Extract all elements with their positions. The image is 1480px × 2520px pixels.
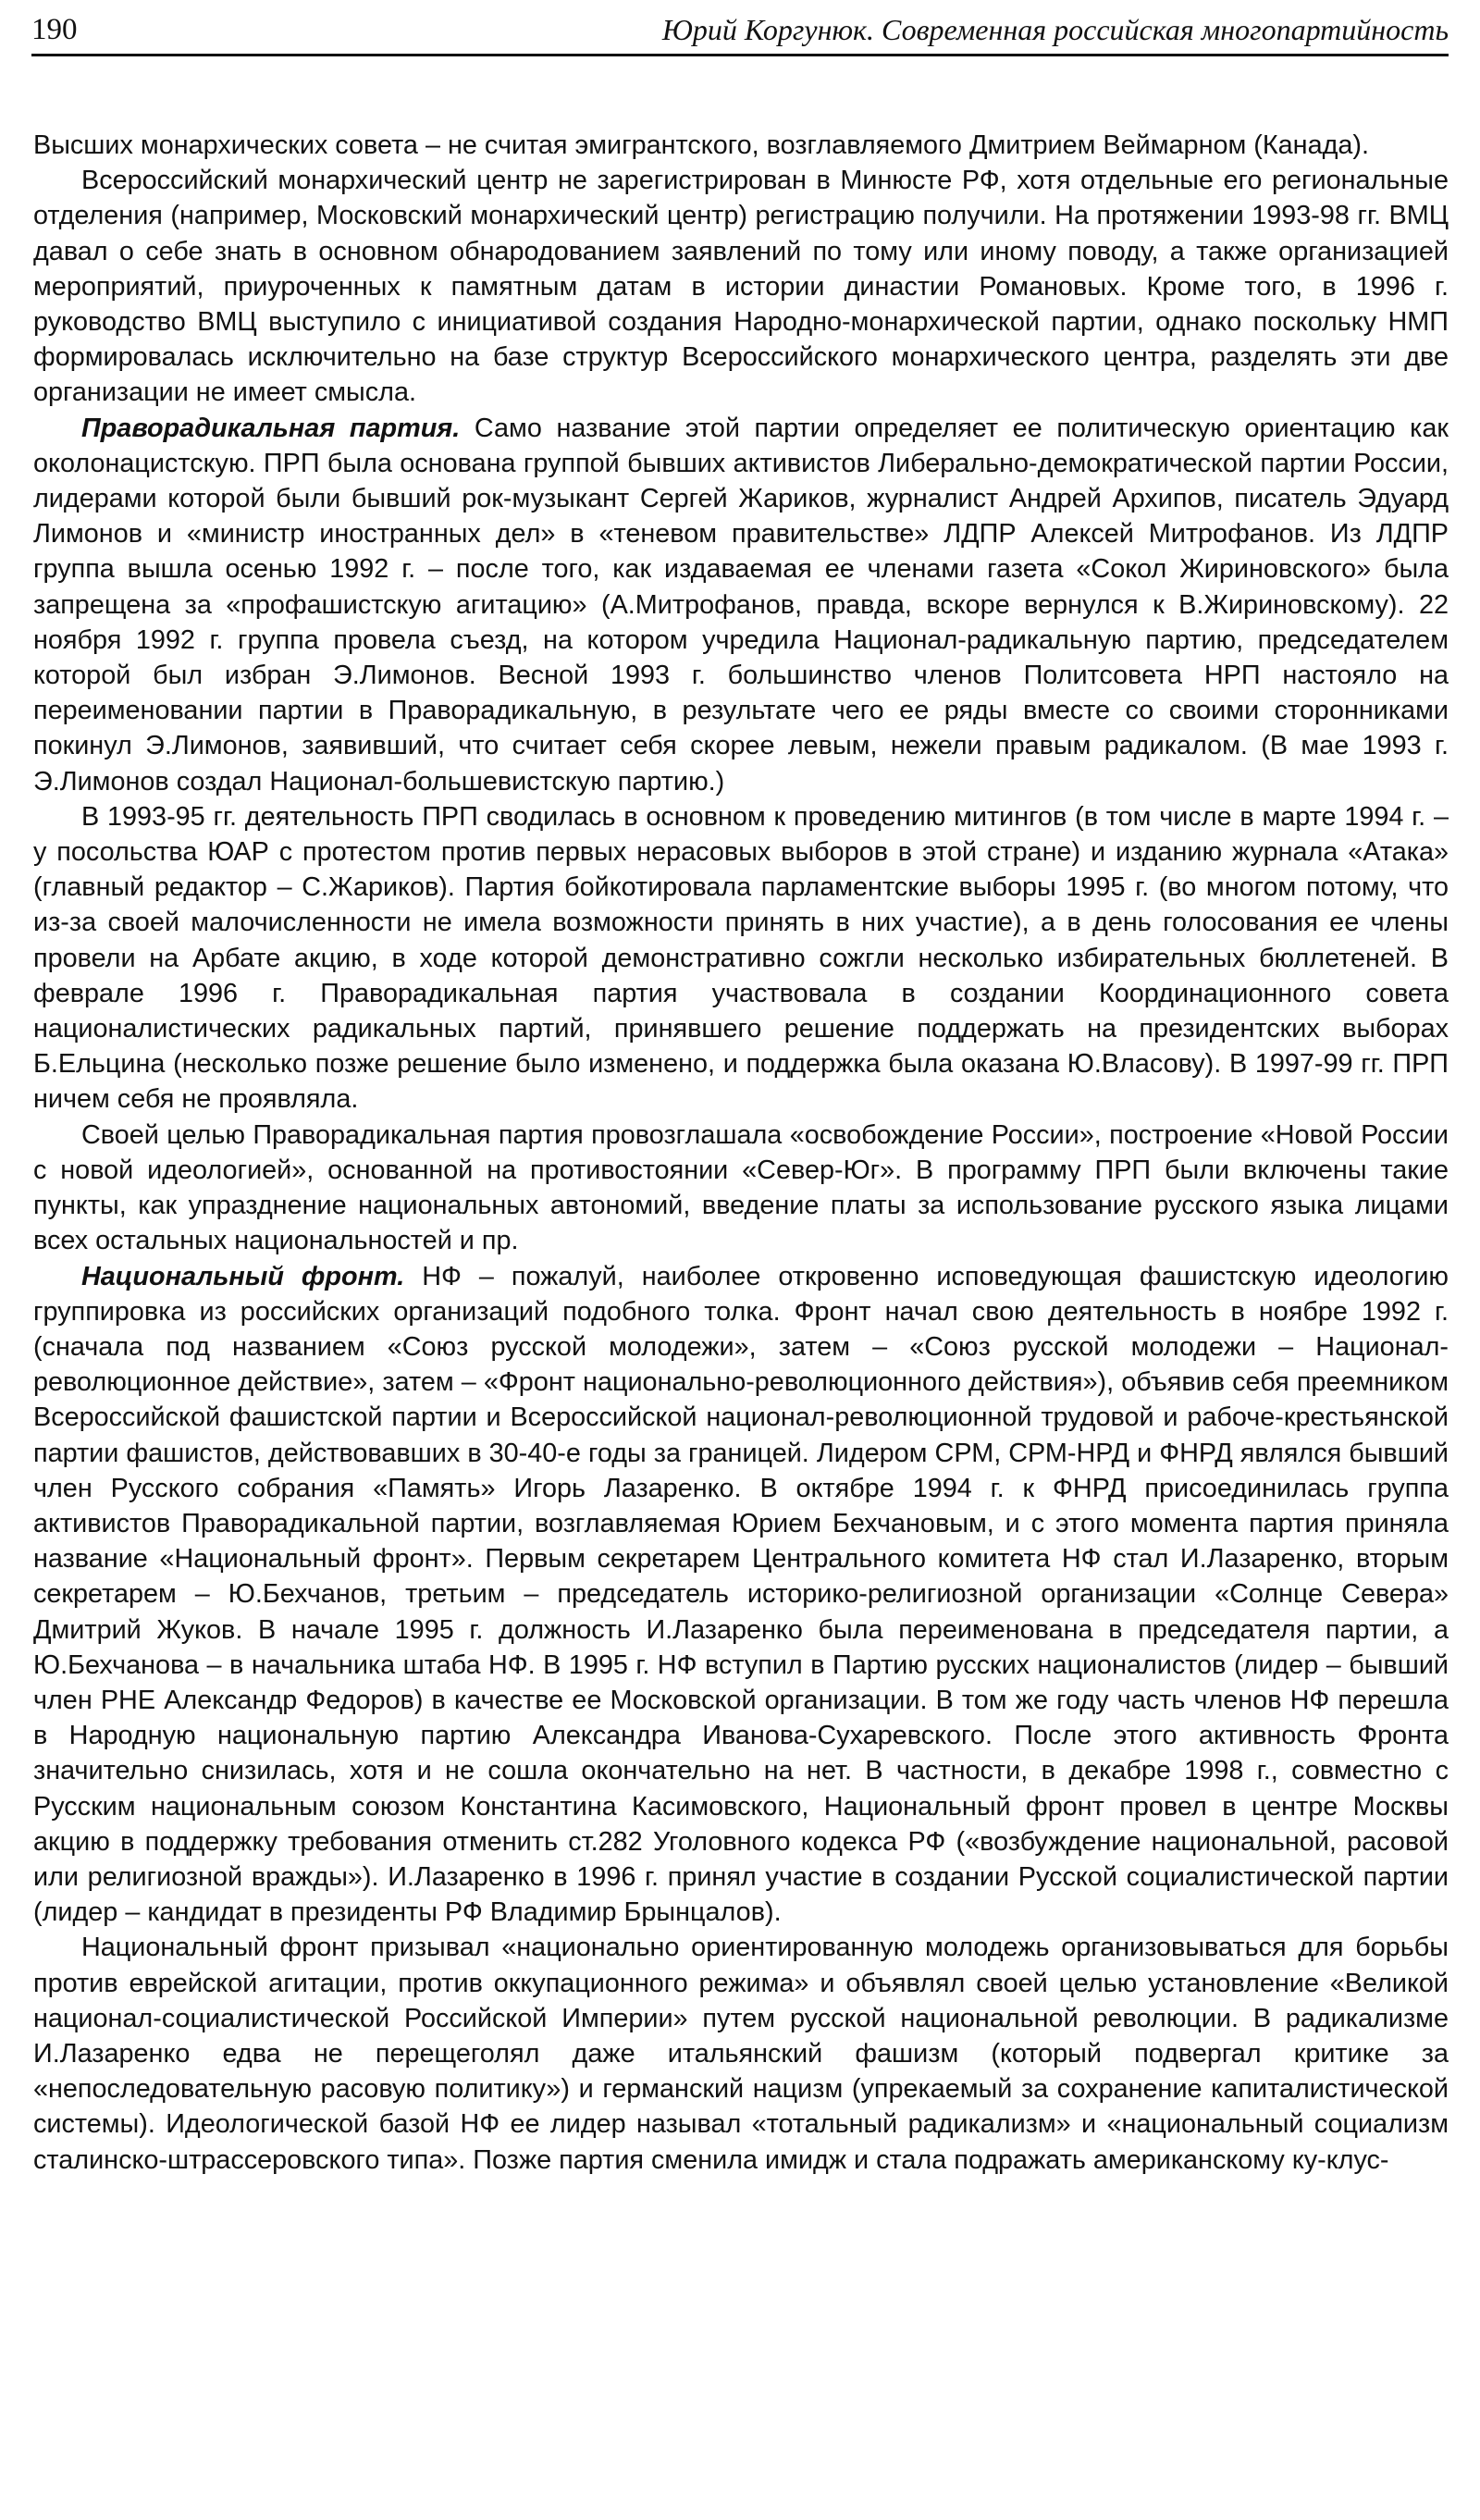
section-heading-national-front: Национальный фронт. bbox=[81, 1261, 405, 1291]
paragraph bbox=[33, 1118, 1449, 1259]
paragraph bbox=[33, 128, 1449, 163]
paragraph bbox=[33, 799, 1449, 1118]
paragraph-text: Национальный фронт призывал «национально ориентированную молодежь организовываться для борьбы против еврейской агитации, против оккупационного режима» и объявлял своей целью установление «Великой национал-социалистической Российской Империи» путем русской национальной революции. В радикализме И.Лазаренко едва не перещеголял даже итальянский фашизм (который подвергал критике за «непоследовательную расовую политику») и германский нацизм (упрекаемый за сохранение капиталистической системы). Идеологической базой НФ ее лидер называл «тотальный радикализм» и «национальный социализм сталинско-штрассеровского типа». Позже партия сменила имидж и стала подражать американскому ку-клус- bbox=[33, 1933, 1449, 2175]
paragraph-text: Высших монархических совета – не считая эмигрантского, возглавляемого Дмитрием Веймарном (Канада). bbox=[33, 130, 1369, 160]
paragraph-text: Само название этой партии определяет ее политическую ориентацию как околонацистскую. ПРП была основана группой бывших активистов Либерально-демократической партии России, лидерами которой были бывший рок-музыкант Сергей Жариков, журналист Андрей Архипов, писатель Эдуард Лимонов и «министр иностранных дел» в «теневом правительстве» ЛДПР Алексей Митрофанов. Из ЛДПР группа вышла осенью 1992 г. – после того, как издаваемая ее членами газета «Сокол Жириновского» была запрещена за «профашистскую агитацию» (А.Митрофанов, правда, вскоре вернулся к В.Жириновскому). 22 ноября 1992 г. группа провела съезд, на котором учредила Национал-радикальную партию, председателем которой был избран Э.Лимонов. Весной 1993 г. большинство членов Политсовета НРП настояло на переименовании партии в Праворадикальную, в результате чего ее ряды вместе со своими сторонниками покинул Э.Лимонов, заявивший, что считает себя скорее левым, нежели правым радикалом. (В мае 1993 г. Э.Лимонов создал Национал-большевистскую партию.) bbox=[33, 413, 1449, 797]
page-number: 190 bbox=[31, 13, 78, 46]
paragraph-text: В 1993-95 гг. деятельность ПРП сводилась в основном к проведению митингов (в том числе в марте 1994 г. – у посольства ЮАР с протестом против первых нерасовых выборов в этой стране) и изданию журнала «Атака» (главный редактор – С.Жариков). Партия бойкотировала парламентские выборы 1995 г. (во многом потому, что из-за своей малочисленности не имела возможности принять в них участие), а в день голосования ее члены провели на Арбате акцию, в ходе которой демонстративно сожгли несколько избирательных бюллетеней. В феврале 1996 г. Праворадикальная партия участвовала в создании Координационного совета националистических радикальных партий, принявшего решение поддержать на президентских выборах Б.Ельцина (несколько позже решение было изменено, и поддержка была оказана Ю.Власову). В 1997-99 гг. ПРП ничем себя не проявляла. bbox=[33, 801, 1449, 1115]
section-heading-right-radical-party: Праворадикальная партия. bbox=[81, 413, 461, 443]
body-text bbox=[33, 128, 1449, 2178]
paragraph bbox=[33, 411, 1449, 799]
paragraph-text: НФ – пожалуй, наиболее откровенно исповедующая фашистскую идеологию группировка из российских организаций подобного толка. Фронт начал свою деятельность в ноябре 1992 г. (сначала под названием «Союз русской молодежи», затем – «Союз русской молодежи – Национал-революционное действие», затем – «Фронт национально-революционного действия»), объявив себя преемником Всероссийской фашистской партии и Всероссийской национал-революционной трудовой и рабоче-крестьянской партии фашистов, действовавших в 30-40-е годы за границей. Лидером СРМ, СРМ-НРД и ФНРД являлся бывший член Русского собрания «Память» Игорь Лазаренко. В октябре 1994 г. к ФНРД присоединилась группа активистов Праворадикальной партии, возглавляемая Юрием Бехчановым, и с этого момента партия приняла название «Национальный фронт». Первым секретарем Центрального комитета НФ стал И.Лазаренко, вторым секретарем – Ю.Бехчанов, третьим – председатель историко-религиозной организации «Солнце Севера» Дмитрий Жуков. В начале 1995 г. должность И.Лазаренко была переименована в председателя партии, а Ю.Бехчанова – в начальника штаба НФ. В 1995 г. НФ вступил в Партию русских националистов (лидер – бывший член РНЕ Александр Федоров) в качестве ее Московской организации. В том же году часть членов НФ перешла в Народную национальную партию Александра Иванова-Сухаревского. После этого активность Фронта значительно снизилась, хотя и не сошла окончательно на нет. В частности, в декабре 1998 г., совместно с Русским национальным союзом Константина Касимовского, Национальный фронт провел в центре Москвы акцию в поддержку требования отменить ст.282 Уголовного кодекса РФ («возбуждение национальной, расовой или религиозной вражды»). И.Лазаренко в 1996 г. принял участие в создании Русской социалистической партии (лидер – кандидат в президенты РФ Владимир Брынцалов). bbox=[33, 1261, 1449, 1928]
paragraph bbox=[33, 1930, 1449, 2177]
paragraph-text: Всероссийский монархический центр не зарегистрирован в Минюсте РФ, хотя отдельные его региональные отделения (например, Московский монархический центр) регистрацию получили. На протяжении 1993-98 гг. ВМЦ давал о себе знать в основном обнародованием заявлений по тому или иному поводу, а также организацией мероприятий, приуроченных к памятным датам в истории династии Романовых. Кроме того, в 1996 г. руководство ВМЦ выступило с инициативой создания Народно-монархической партии, однако поскольку НМП формировалась исключительно на базе структур Всероссийского монархического центра, разделять эти две организации не имеет смысла. bbox=[33, 166, 1449, 408]
running-header bbox=[31, 9, 1449, 56]
running-title: Юрий Коргунюк. Современная российская многопартийность bbox=[661, 13, 1449, 46]
paragraph bbox=[33, 163, 1449, 410]
paragraph-text: Своей целью Праворадикальная партия провозглашала «освобождение России», построение «Новой России с новой идеологией», основанной на противостоянии «Север-Юг». В программу ПРП были включены такие пункты, как упразднение национальных автономий, введение платы за использование русского языка лицами всех остальных национальностей и пр. bbox=[33, 1119, 1449, 1256]
paragraph bbox=[33, 1259, 1449, 1931]
